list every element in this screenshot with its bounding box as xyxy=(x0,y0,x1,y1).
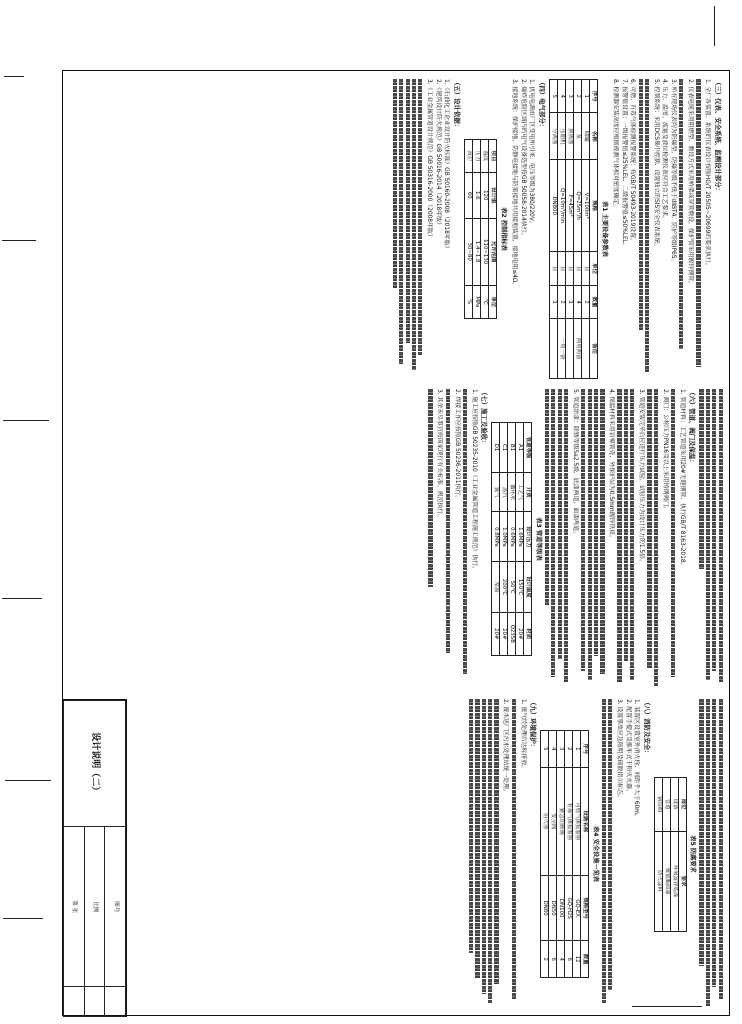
text-line xyxy=(494,699,498,984)
paragraph: 6. 可燃、有毒气体检测报警系统：按GB/T 50493-2019设置。 xyxy=(629,79,637,244)
table-cell: 两用两备 xyxy=(574,319,582,379)
table-cell: 安全阀 xyxy=(549,767,557,875)
table-cell: Q=10m³/min xyxy=(558,160,566,252)
paragraph: 2. 仪表电缆采用阻燃型，敷设方式采用桥架或穿管敷设，保护管采用镀锌钢管。 xyxy=(687,79,695,287)
table-header: 规格 xyxy=(590,160,598,252)
scan-mark xyxy=(3,420,49,421)
text-line xyxy=(706,699,710,1006)
text-line xyxy=(671,389,675,677)
table-row xyxy=(573,731,581,978)
table-cell: 循环水 xyxy=(508,473,516,512)
table-cell: 12 xyxy=(573,941,581,978)
table-cell: 氮气 xyxy=(492,473,500,512)
table-cell: 0.8MPa xyxy=(492,512,500,562)
text-line xyxy=(712,699,716,987)
text-line xyxy=(406,79,410,343)
table-cell: 台 xyxy=(566,252,574,285)
table-cell xyxy=(582,319,590,379)
scan-mark xyxy=(3,918,43,919)
table-cell: 阻火器 xyxy=(541,767,549,875)
table-cell: % xyxy=(465,285,473,318)
table-cell: 1.6 xyxy=(473,172,481,218)
table-cell: 110~130 xyxy=(481,218,489,285)
text-line xyxy=(700,389,704,569)
table-cell: 管道 xyxy=(662,777,670,831)
table-cell: 2 xyxy=(565,731,573,768)
table-row xyxy=(516,423,524,656)
paragraph: 3. 所有现场仪表均为防爆型，防爆等级不低于dⅡBT4，防护等级IP65。 xyxy=(670,79,678,265)
table-cell: 1 xyxy=(566,285,574,318)
text-line xyxy=(469,699,473,953)
table-cell: 5 xyxy=(541,731,549,768)
table-cell: 5 xyxy=(550,80,558,113)
text-line xyxy=(654,389,658,686)
table-header: 设计值 xyxy=(489,172,497,218)
scan-mark xyxy=(714,6,715,46)
table-cell: MPa xyxy=(473,285,481,318)
table-cell: 120 xyxy=(481,172,489,218)
table-header: 设计压力 xyxy=(524,512,532,562)
table-row xyxy=(550,80,558,379)
table-cell: 30~80 xyxy=(465,218,473,285)
paragraph: 7. 报警值设置：一级报警值≤25%LEL，二级报警值≤50%LEL。 xyxy=(620,79,628,249)
table-cell: Q235B xyxy=(508,612,516,655)
text-line xyxy=(482,699,486,994)
paragraph: 1. 装置区设置室外消火栓，间距不大于60m。 xyxy=(633,699,641,820)
table-header: 数量 xyxy=(590,285,598,318)
paragraph: 2. 焊接工作应按照GB 50236-2011执行。 xyxy=(453,389,461,502)
sheet-label: 第 张 xyxy=(64,827,85,987)
table-cell: 防火涂料 xyxy=(654,831,662,931)
table-cell: A1 xyxy=(516,423,524,473)
table-cell: 4 xyxy=(558,80,566,113)
table-cell: 工艺气 xyxy=(516,473,524,512)
scan-mark xyxy=(4,76,24,77)
table-header: 材质 xyxy=(524,612,532,655)
title-block-table xyxy=(63,700,126,1017)
paragraph: 1.《石油化工企业设计防火标准》GB 50160-2008（2018年版） xyxy=(443,79,451,252)
text-line xyxy=(512,699,516,1000)
table-cell: 1 xyxy=(573,731,581,768)
table-cell: 一用一备 xyxy=(558,319,566,379)
text-line xyxy=(463,389,467,674)
scan-mark xyxy=(5,780,51,781)
table-cell: DN80 xyxy=(541,875,549,940)
table-cell: 紧急切断阀 xyxy=(557,767,565,875)
table-cell: GQ-H2S xyxy=(565,875,573,940)
text-line xyxy=(712,389,716,671)
table-cell: 台 xyxy=(582,252,590,285)
paragraph: 8. 检测器安装高度应根据被测气体相对密度确定。 xyxy=(612,79,620,211)
table-row xyxy=(654,777,662,931)
paragraph: 4. 保温材料采用岩棉管壳，外保护层为0.5mm镀锌铁皮。 xyxy=(608,389,616,541)
table-cell: 3 xyxy=(566,80,574,113)
table-header: 介质 xyxy=(524,473,532,512)
drawing-sheet xyxy=(62,70,730,1016)
text-line xyxy=(488,699,492,1003)
table-row xyxy=(670,777,678,931)
table-cell: DN50 xyxy=(549,875,557,940)
text-line xyxy=(581,389,585,671)
paragraph: 1. 管道材料：工艺管道采用20#无缝钢管，执行GB/T 8163-2018。 xyxy=(678,389,686,569)
text-line xyxy=(545,389,549,605)
text-line xyxy=(679,79,683,349)
table-cell: 1.4~1.8 xyxy=(473,218,481,285)
table-cell: 压力 xyxy=(473,140,481,173)
table-row xyxy=(508,423,516,656)
text-column-1 xyxy=(85,79,725,379)
paragraph: 1. 施工应按照GB 50235-2010《工业金属管道工程施工规范》执行。 xyxy=(470,389,478,573)
table-cell: 2 xyxy=(574,80,582,113)
text-line xyxy=(399,79,403,364)
table-caption: 表4 安全设施一览表 xyxy=(591,826,599,882)
paragraph: 2. 阀门：公称压力PN16及以上采用铸钢阀门。 xyxy=(661,389,669,512)
paragraph: 3. 接地系统：保护接地、防静电接地与防雷接地共用接地装置，接地电阻≤4Ω。 xyxy=(511,79,519,289)
table-cell: 50℃ xyxy=(508,562,516,612)
text-line xyxy=(630,389,634,680)
paragraph: 2.《建筑设计防火规范》GB 50016-2014（2018年版） xyxy=(434,79,442,228)
text-line xyxy=(719,389,723,683)
table-cell: 分离器 xyxy=(550,113,558,160)
text-line xyxy=(696,79,700,367)
table-cell: 台 xyxy=(558,252,566,285)
text-line xyxy=(428,389,432,587)
table-row xyxy=(565,731,573,978)
anticorrosion-table xyxy=(654,777,687,932)
table-header: 设施名称 xyxy=(581,767,589,875)
table-cell: 6 xyxy=(549,941,557,978)
section-heading: （九）环境保护： xyxy=(529,699,538,751)
table-cell: V=100m³ xyxy=(582,160,590,252)
table-cell: F=45m² xyxy=(566,160,574,252)
section-heading: （七）施工及验收： xyxy=(480,389,489,447)
text-line xyxy=(624,389,628,662)
table-row xyxy=(481,140,489,319)
table-cell: 6 xyxy=(565,941,573,978)
table-cell: GQ-EX xyxy=(573,875,581,940)
text-line xyxy=(551,389,555,677)
table-header: 序号 xyxy=(590,80,598,113)
text-line xyxy=(412,79,416,370)
control-index-table xyxy=(464,139,497,319)
title-block xyxy=(63,699,127,1017)
table-row xyxy=(549,731,557,978)
scale-value xyxy=(84,987,105,1017)
table-row xyxy=(492,423,500,656)
text-line xyxy=(608,699,612,990)
table-cell: 2 xyxy=(558,285,566,318)
table-cell: 1.6MPa xyxy=(516,512,524,562)
paragraph: 4. 压力、温度、流量及液位检测仪表应符合工艺要求。 xyxy=(661,79,669,223)
table-cell: 0.6MPa xyxy=(508,512,516,562)
table-header: 要求 xyxy=(678,831,686,931)
paragraph: 1. 供电电源由厂区变电所引来，电压等级为380/220V。 xyxy=(528,79,536,227)
table-header: 允许范围 xyxy=(489,218,497,285)
drawing-number-value xyxy=(105,987,126,1017)
table-cell: 3 xyxy=(557,731,565,768)
table-row xyxy=(541,731,549,978)
table-cell: C1 xyxy=(500,423,508,473)
table-header: 数量 xyxy=(581,941,589,978)
table-cell: 液位 xyxy=(465,140,473,173)
paragraph: 3.《工业金属管道设计规范》GB 50316-2000（2008年版） xyxy=(426,79,434,240)
table-header: 管道等级 xyxy=(524,423,532,473)
text-line xyxy=(558,389,562,659)
safety-facility-table xyxy=(540,730,589,978)
table-cell: Q=25m³/h xyxy=(574,160,582,252)
section-heading: （四）电气部分： xyxy=(538,79,546,131)
table-cell: 1 xyxy=(582,80,590,113)
equipment-table xyxy=(549,79,598,379)
paragraph: 2. 爆炸危险区域内的电气设备选型按GB 50058-2014执行。 xyxy=(519,79,527,239)
table-row xyxy=(557,731,565,978)
table-cell: 200℃ xyxy=(500,562,508,612)
table-cell: 换热器 xyxy=(566,113,574,160)
table-cell: 聚氨酯面漆 xyxy=(662,831,670,931)
text-column-3 xyxy=(121,699,725,1009)
sheet-value xyxy=(64,987,85,1017)
text-line xyxy=(564,389,568,683)
table-caption: 表3 管道等级表 xyxy=(534,517,542,561)
table-header: 项目 xyxy=(489,140,497,173)
text-line xyxy=(600,389,604,674)
table-cell: 温度 xyxy=(481,140,489,173)
table-header: 名称 xyxy=(590,113,598,160)
text-line xyxy=(645,79,649,373)
table-row xyxy=(465,140,473,319)
paragraph: 1. 全厂各装置、系统的仪表设计按照HG/T 20505~20699的要求执行。 xyxy=(704,79,712,269)
table-cell: 环氧富锌底漆 xyxy=(670,831,678,931)
table-cell: D1 xyxy=(492,423,500,473)
table-cell: 台 xyxy=(574,252,582,285)
table-header: 备注 xyxy=(590,319,598,379)
table-cell: 4 xyxy=(549,731,557,768)
table-header: 单位 xyxy=(489,285,497,318)
table-header: 序号 xyxy=(581,731,589,768)
scale-label: 比例 xyxy=(84,827,105,987)
table-cell: DN800 xyxy=(550,160,558,252)
table-row xyxy=(566,80,574,379)
text-line xyxy=(594,389,598,656)
table-cell: 设备 xyxy=(670,777,678,831)
table-row xyxy=(662,777,670,931)
table-row xyxy=(473,140,481,319)
table-cell: 20# xyxy=(516,612,524,655)
table-cell: 可燃气体报警器 xyxy=(573,767,581,875)
paragraph: 2. 配置手提式及推车式干粉灭火器。 xyxy=(624,699,632,795)
table-cell: 2 xyxy=(582,285,590,318)
table-caption: 表2 控制指标表 xyxy=(499,207,507,251)
scan-mark xyxy=(2,598,42,599)
table-cell: DN100 xyxy=(557,875,565,940)
table-cell: 20# xyxy=(492,612,500,655)
paragraph: 2. 废水送厂区污水处理站统一处理。 xyxy=(502,699,510,795)
table-cell: 20# xyxy=(500,612,508,655)
paragraph: 5. 管道涂漆：除锈等级Sa2.5级，底漆两道，面漆两道。 xyxy=(572,389,580,537)
table-cell: 1 xyxy=(550,285,558,318)
table-cell: 压缩机 xyxy=(558,113,566,160)
table-row xyxy=(558,80,566,379)
text-line xyxy=(418,79,422,355)
paragraph: 3. 管道安装完毕后应进行压力试验，试验压力为设计压力的1.5倍。 xyxy=(638,389,646,565)
table-cell: 60 xyxy=(465,172,473,218)
table-cell: 2 xyxy=(541,941,549,978)
text-line xyxy=(588,389,592,680)
table-header: 单位 xyxy=(590,252,598,285)
drawing-title: 设计说明（二） xyxy=(64,701,126,827)
table-cell: B1 xyxy=(508,423,516,473)
paragraph: 1. 废气经处理后达标排放。 xyxy=(519,699,527,772)
text-line xyxy=(639,79,643,331)
table-caption: 表5 防腐要求 xyxy=(689,835,697,873)
table-cell: 4 xyxy=(557,941,565,978)
table-header: 设计温度 xyxy=(524,562,532,612)
text-line xyxy=(706,389,710,680)
table-cell: 150℃ xyxy=(516,562,524,612)
text-line xyxy=(719,699,723,1000)
text-line xyxy=(446,389,450,653)
table-row xyxy=(574,80,582,379)
table-cell: 4 xyxy=(574,285,582,318)
table-row xyxy=(500,423,508,656)
paragraph: 5. 控制系统：采用DCS集中控制，设置独立的SIS安全仪表系统。 xyxy=(652,79,660,250)
table-cell: 1.0MPa xyxy=(500,512,508,562)
text-line xyxy=(475,699,479,978)
table-header: 规格型号 xyxy=(581,875,589,940)
piping-class-table xyxy=(491,422,532,656)
text-column-2 xyxy=(85,389,725,689)
table-cell: 有毒气体报警器 xyxy=(565,767,573,875)
text-line xyxy=(393,79,397,289)
section-heading: （六）管道、阀门及保温： xyxy=(688,389,697,466)
paragraph: 3. 其余未尽事宜按国家现行有关标准、规范执行。 xyxy=(436,389,444,521)
table-header: 部位 xyxy=(678,777,686,831)
text-line xyxy=(602,699,606,1003)
table-cell: 储罐 xyxy=(582,113,590,160)
table-cell xyxy=(550,319,558,379)
text-line xyxy=(647,389,651,668)
table-cell xyxy=(566,319,574,379)
table-caption: 表1 主要设备参数表 xyxy=(600,201,608,257)
table-cell: 常温 xyxy=(492,562,500,612)
text-line xyxy=(618,389,622,683)
table-cell: 台 xyxy=(550,252,558,285)
rotated-content xyxy=(63,71,731,1017)
section-heading: （三）仪表、安全系统、监测设计部分： xyxy=(714,79,722,195)
section-heading: （八）消防及安全： xyxy=(642,699,651,757)
text-line xyxy=(700,699,704,966)
table-row xyxy=(582,80,590,379)
section-heading: （五）设计依据： xyxy=(453,79,462,131)
drawing-number-label: 图号 xyxy=(105,827,126,987)
table-cell: 泵 xyxy=(574,113,582,160)
paragraph: 3. 设置事故应急照明及疏散指示标志。 xyxy=(616,699,624,801)
table-cell: ℃ xyxy=(481,285,489,318)
scan-mark xyxy=(2,240,36,241)
table-cell: 蒸汽 xyxy=(500,473,508,512)
table-cell: 钢结构 xyxy=(654,777,662,831)
